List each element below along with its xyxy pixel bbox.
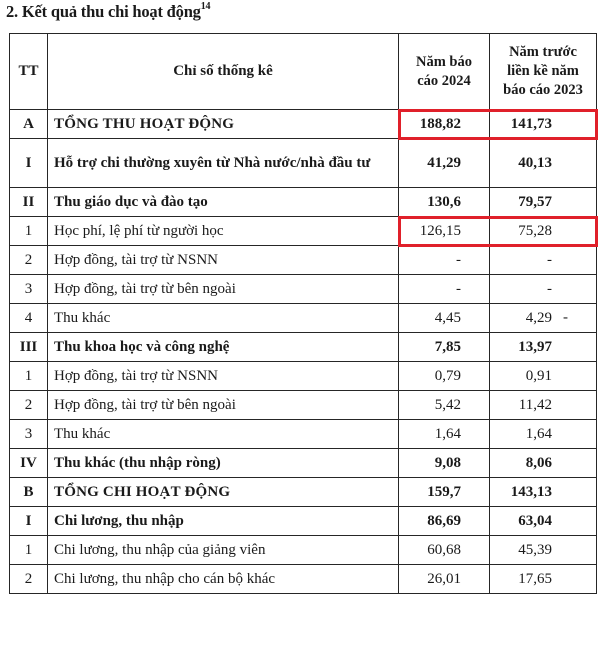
value-2023 — [490, 188, 597, 217]
header-year-2023-line: Năm trước — [509, 44, 577, 61]
table-row — [10, 217, 597, 246]
value-2023 — [490, 449, 597, 478]
value-2023-text: 11,42 — [518, 396, 552, 413]
table-row — [10, 478, 597, 507]
value-2024: 159,7 — [399, 478, 490, 507]
row-index: B — [10, 478, 48, 507]
table-row — [10, 507, 597, 536]
row-index: 4 — [10, 304, 48, 333]
value-2023 — [490, 478, 597, 507]
value-2024: - — [399, 275, 490, 304]
value-2023 — [490, 217, 597, 246]
value-2024: 4,45 — [399, 304, 490, 333]
value-2023-text: 143,13 — [510, 483, 552, 500]
row-index: IV — [10, 449, 48, 478]
value-2023 — [490, 362, 597, 391]
row-index: II — [10, 188, 48, 217]
value-2023 — [490, 507, 597, 536]
value-2023-text: 8,06 — [525, 454, 552, 471]
value-2024: 0,79 — [399, 362, 490, 391]
row-indicator-name: Chi lương, thu nhập cho cán bộ khác — [48, 565, 399, 594]
value-2023 — [490, 275, 597, 304]
value-2023 — [490, 333, 597, 362]
value-2023 — [490, 420, 597, 449]
value-2023-suffix: - — [563, 309, 568, 326]
income-expense-table — [9, 33, 597, 594]
table-row — [10, 333, 597, 362]
row-indicator-name: Chi lương, thu nhập của giảng viên — [48, 536, 399, 565]
row-indicator-name: TỔNG CHI HOẠT ĐỘNG — [48, 478, 399, 507]
header-tt: TT — [10, 34, 48, 110]
section-heading-text: 2. Kết quả thu chi hoạt động — [6, 2, 201, 21]
value-2024: 7,85 — [399, 333, 490, 362]
value-2023-text: 1,64 — [525, 425, 552, 442]
value-2023-text: 75,28 — [518, 222, 552, 239]
value-2024: 188,82 — [399, 110, 490, 139]
table-row — [10, 565, 597, 594]
row-indicator-name: Hỗ trợ chi thường xuyên từ Nhà nước/nhà đầu tư — [48, 139, 399, 188]
table-row — [10, 449, 597, 478]
value-2023-text: 141,73 — [510, 115, 552, 132]
table-row — [10, 188, 597, 217]
value-2023 — [490, 246, 597, 275]
row-index: 2 — [10, 565, 48, 594]
section-heading — [6, 2, 210, 22]
value-2024: 9,08 — [399, 449, 490, 478]
header-year-2023-line: báo cáo 2023 — [503, 81, 583, 98]
row-indicator-name: Hợp đồng, tài trợ từ bên ngoài — [48, 391, 399, 420]
table-row — [10, 246, 597, 275]
value-2023-text: 4,29 — [525, 309, 552, 326]
value-2023-text: 13,97 — [518, 338, 552, 355]
value-2024: 126,15 — [399, 217, 490, 246]
row-indicator-name: Chi lương, thu nhập — [48, 507, 399, 536]
row-indicator-name: Hợp đồng, tài trợ từ bên ngoài — [48, 275, 399, 304]
table-row — [10, 536, 597, 565]
row-index: 3 — [10, 275, 48, 304]
table-row — [10, 304, 597, 333]
row-indicator-name: Hợp đồng, tài trợ từ NSNN — [48, 246, 399, 275]
value-2024: 60,68 — [399, 536, 490, 565]
table-row — [10, 139, 597, 188]
value-2023-text: 79,57 — [518, 193, 552, 210]
table-row — [10, 362, 597, 391]
value-2023 — [490, 565, 597, 594]
row-index: I — [10, 139, 48, 188]
table-header-row — [10, 34, 597, 110]
value-2023-text: - — [547, 251, 552, 268]
table-row — [10, 420, 597, 449]
row-index: A — [10, 110, 48, 139]
table-row — [10, 391, 597, 420]
value-2023-text: 0,91 — [525, 367, 552, 384]
footnote-marker: 14 — [200, 1, 211, 12]
row-indicator-name: Thu giáo dục và đào tạo — [48, 188, 399, 217]
row-index: 1 — [10, 362, 48, 391]
row-index: 2 — [10, 246, 48, 275]
value-2023-text: 40,13 — [518, 154, 552, 171]
row-indicator-name: Hợp đồng, tài trợ từ NSNN — [48, 362, 399, 391]
value-2024: 86,69 — [399, 507, 490, 536]
header-year-2024-line: Năm báo — [416, 53, 472, 70]
row-index: 3 — [10, 420, 48, 449]
value-2024: 26,01 — [399, 565, 490, 594]
row-index: III — [10, 333, 48, 362]
value-2023-text: 45,39 — [518, 541, 552, 558]
value-2023 — [490, 536, 597, 565]
row-indicator-name: Thu khoa học và công nghệ — [48, 333, 399, 362]
table-row — [10, 275, 597, 304]
value-2024: 130,6 — [399, 188, 490, 217]
value-2023-text: 17,65 — [518, 570, 552, 587]
table-row — [10, 110, 597, 139]
header-year-2023 — [490, 34, 597, 110]
row-index: 1 — [10, 217, 48, 246]
row-indicator-name: Thu khác — [48, 304, 399, 333]
value-2024: 1,64 — [399, 420, 490, 449]
row-index: I — [10, 507, 48, 536]
value-2023-text: - — [547, 280, 552, 297]
value-2023 — [490, 304, 597, 333]
value-2024: 41,29 — [399, 139, 490, 188]
header-indicator: Chỉ số thống kê — [48, 34, 399, 110]
row-indicator-name: Thu khác — [48, 420, 399, 449]
row-index: 1 — [10, 536, 48, 565]
header-year-2023-line: liền kề năm — [507, 63, 579, 80]
header-year-2024 — [399, 34, 490, 110]
row-indicator-name: Thu khác (thu nhập ròng) — [48, 449, 399, 478]
value-2023-text: 63,04 — [518, 512, 552, 529]
row-index: 2 — [10, 391, 48, 420]
header-year-2024-line: cáo 2024 — [417, 72, 471, 89]
value-2024: - — [399, 246, 490, 275]
value-2024: 5,42 — [399, 391, 490, 420]
value-2023 — [490, 110, 597, 139]
row-indicator-name: Học phí, lệ phí từ người học — [48, 217, 399, 246]
value-2023 — [490, 139, 597, 188]
value-2023 — [490, 391, 597, 420]
row-indicator-name: TỔNG THU HOẠT ĐỘNG — [48, 110, 399, 139]
